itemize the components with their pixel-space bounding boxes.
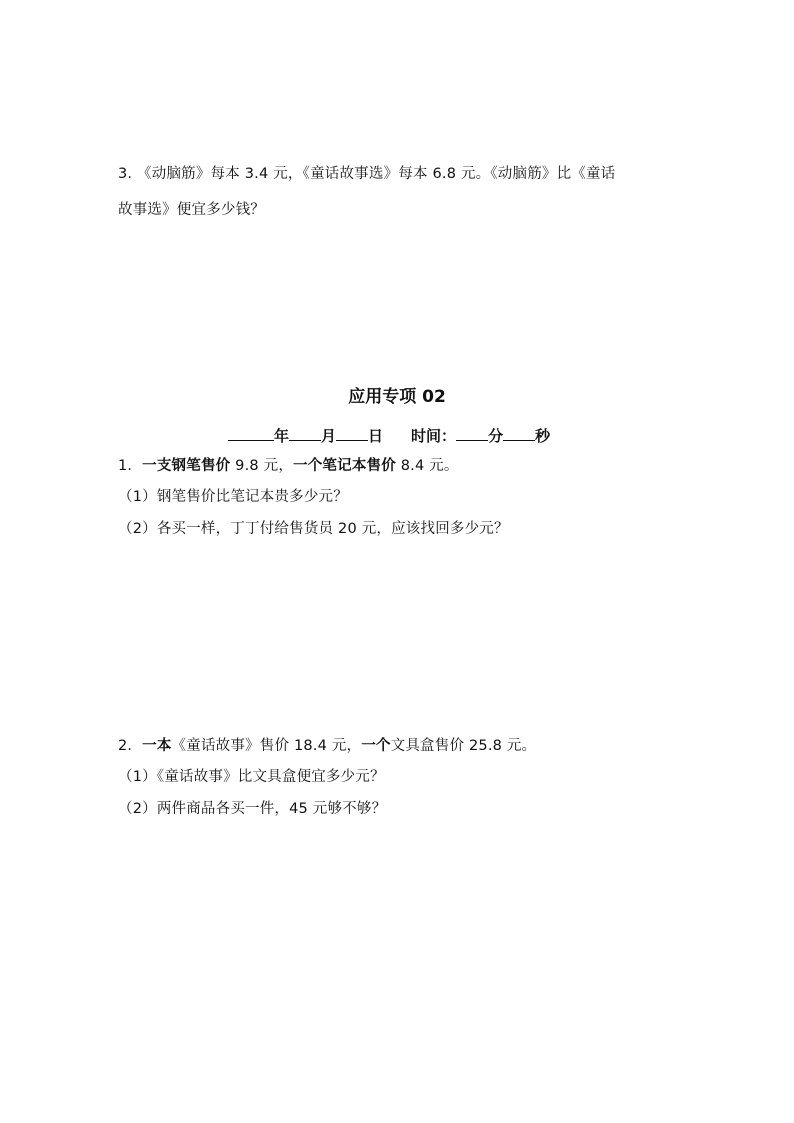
- minute-blank: [456, 426, 488, 441]
- question-1-sub-1: （1）钢笔售价比笔记本贵多少元？: [118, 489, 348, 505]
- question-2-stem-part3: 一个: [361, 738, 391, 754]
- month-blank: [289, 426, 321, 441]
- question-1-stem-part3: 一个笔记本售价: [293, 458, 396, 474]
- prev-question-3-line2: 故事选》便宜多少钱？: [118, 202, 265, 218]
- date-time-line: [228, 426, 550, 446]
- page-title: 应用专项 02: [348, 387, 446, 407]
- question-2-stem-part4: 文具盒售价 25.8 元。: [390, 738, 537, 754]
- question-1-stem-part4: 8.4 元。: [395, 458, 459, 474]
- question-2-sub-1: （1）《童话故事》比文具盒便宜多少元？: [118, 769, 385, 785]
- question-1-stem-part2: 9.8 元，: [230, 458, 294, 474]
- day-label: 日: [368, 427, 384, 445]
- question-1-number: 1．: [118, 458, 143, 474]
- minute-label: 分: [488, 427, 504, 445]
- time-label: 时间：: [411, 427, 457, 445]
- question-2-stem: [118, 736, 536, 756]
- year-blank: [228, 426, 274, 441]
- prev-question-3-line1: 3. 《动脑筋》每本 3.4 元，《童话故事选》每本 6.8 元。《动脑筋》比《童话: [118, 166, 616, 182]
- second-blank: [503, 426, 535, 441]
- question-1-sub-2: （2）各买一样，丁丁付给售货员 20 元，应该找回多少元？: [118, 521, 509, 537]
- question-2-sub-2: （2）两件商品各买一件，45 元够不够？: [118, 801, 387, 817]
- year-label: 年: [274, 427, 290, 445]
- question-2-stem-part1: 一本: [142, 738, 172, 754]
- question-1-stem-part1: 一支钢笔售价: [142, 458, 231, 474]
- question-2-stem-part2: 《童话故事》售价 18.4 元，: [171, 738, 362, 754]
- day-blank: [336, 426, 368, 441]
- month-label: 月: [321, 427, 337, 445]
- second-label: 秒: [535, 427, 551, 445]
- question-2-number: 2．: [118, 738, 143, 754]
- question-1-stem: [118, 456, 459, 476]
